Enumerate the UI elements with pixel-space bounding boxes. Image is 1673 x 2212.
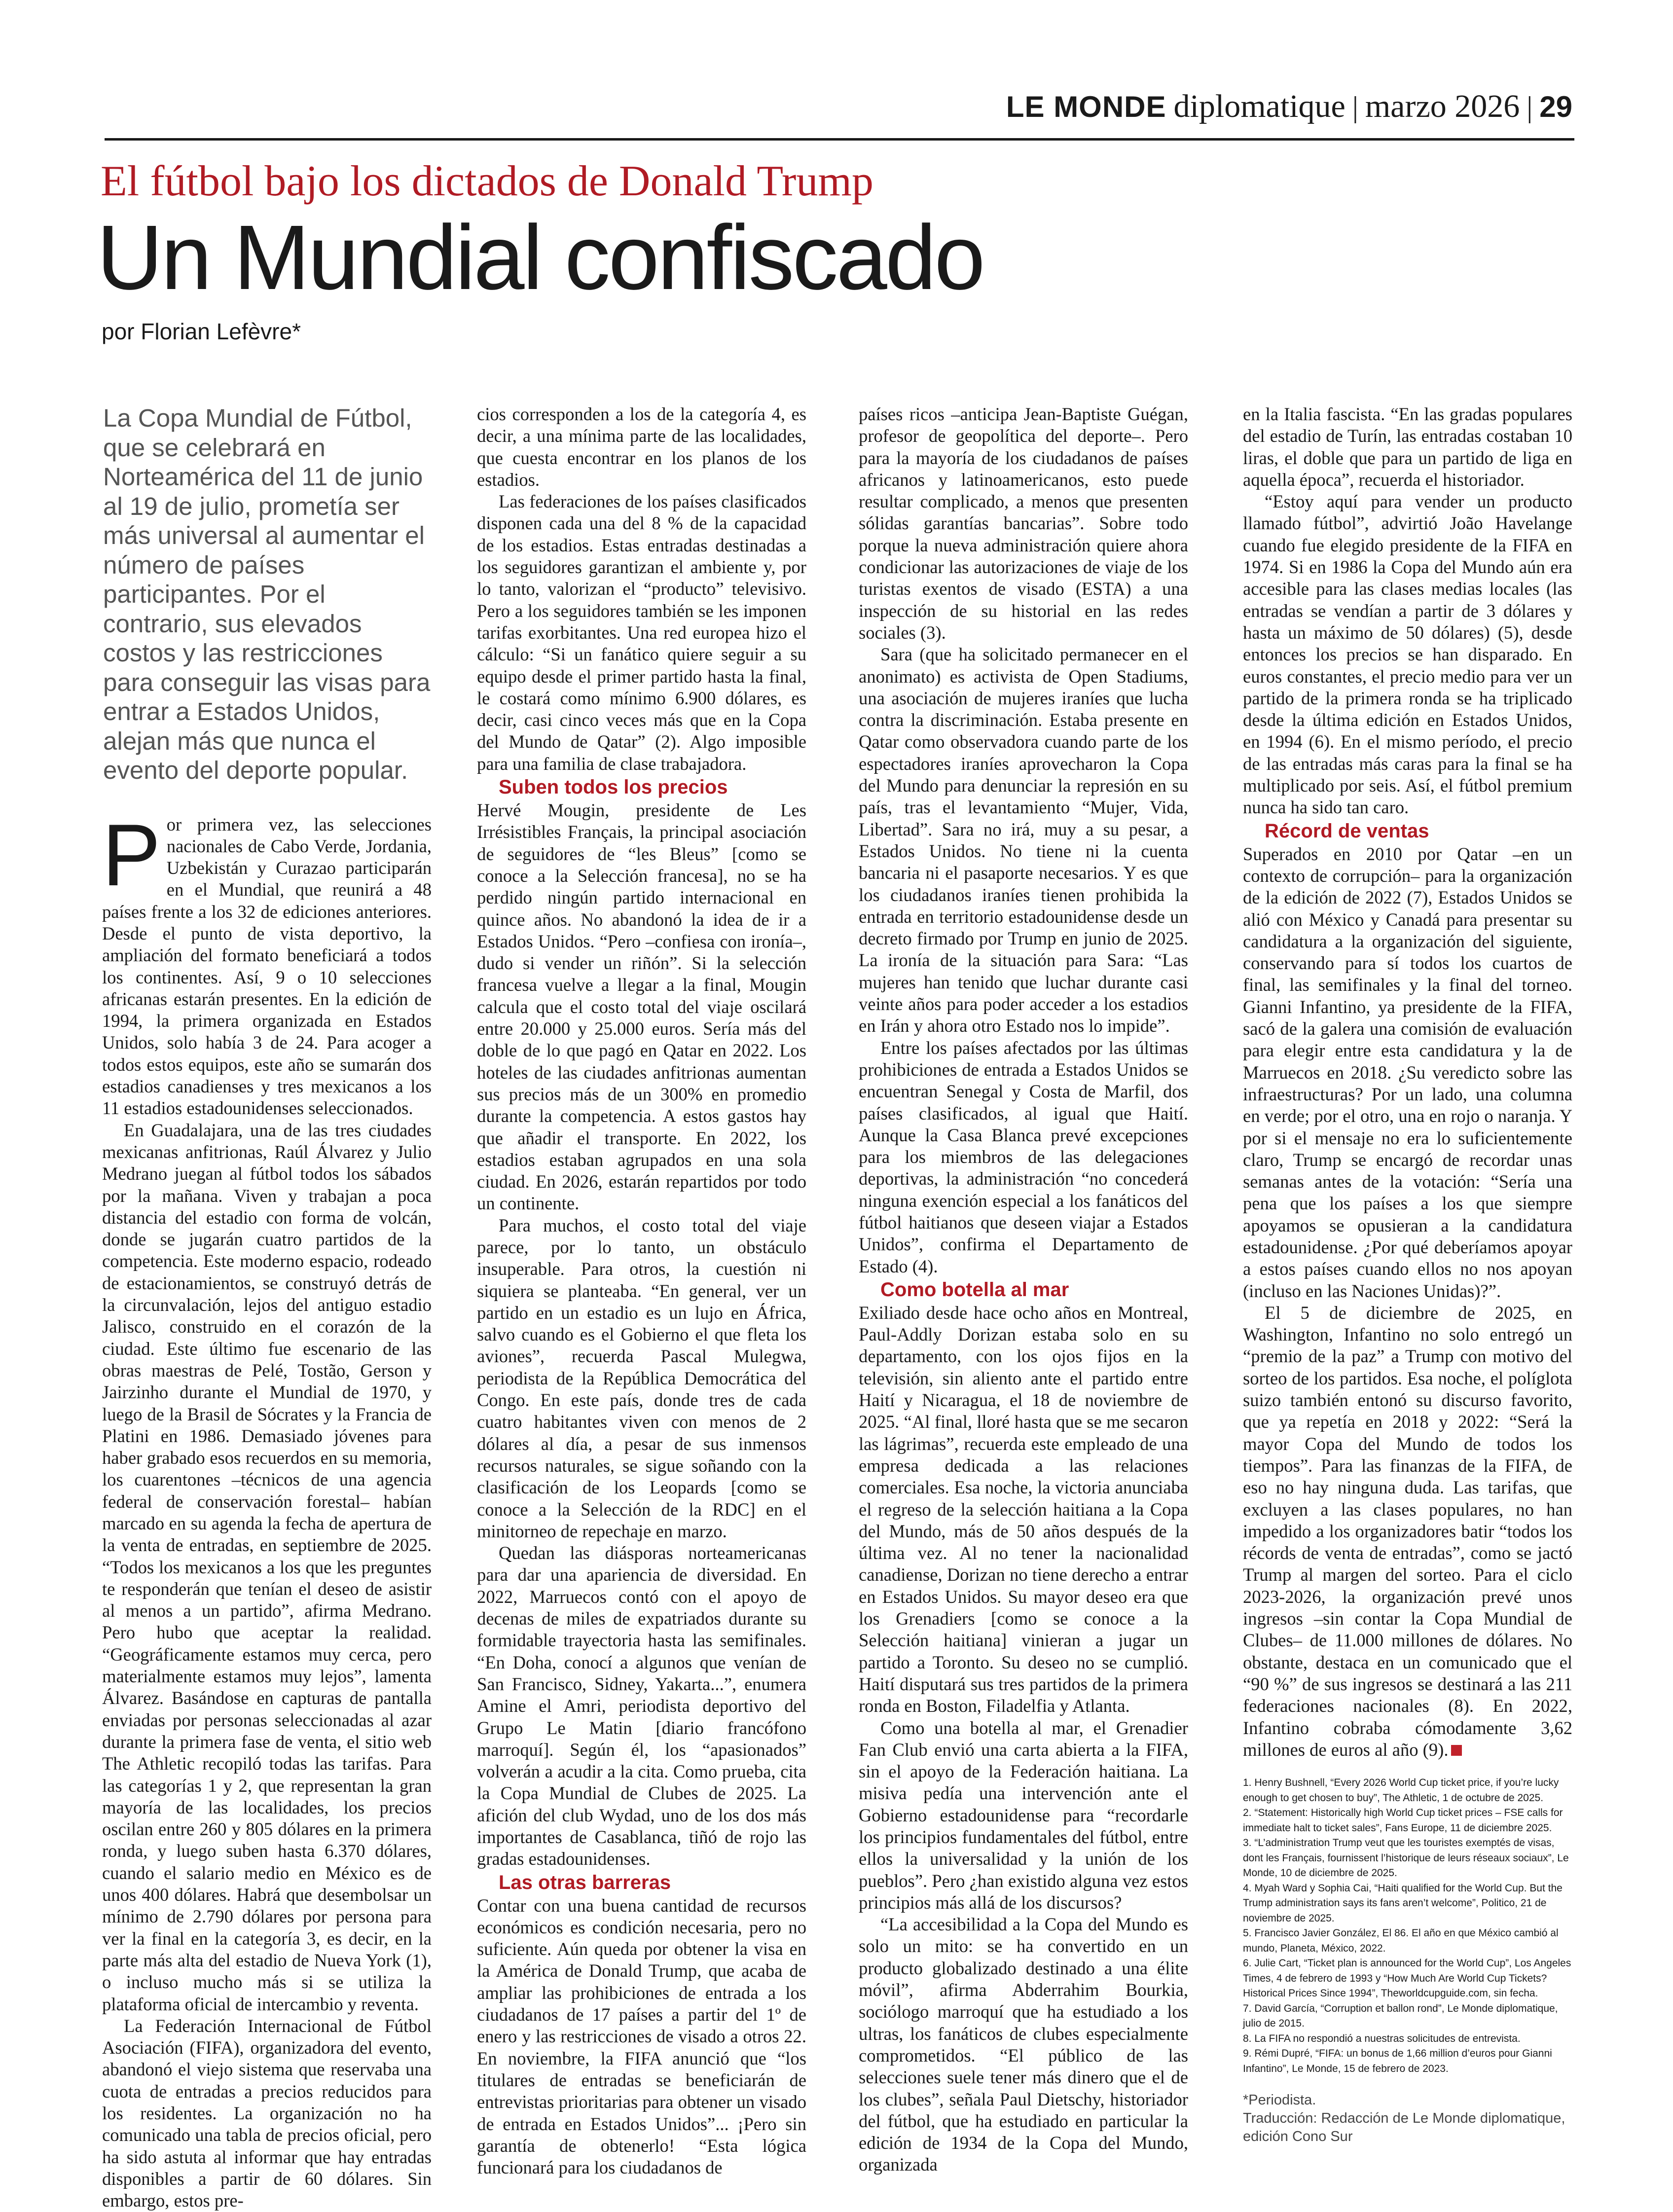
paragraph: Sara (que ha solicitado permanecer en el anonimato) es activista de Open Stadiums, una asociación de mujeres iraníes que lucha contra la discriminación. Estaba presente en Qatar como observadora cuando parte de los espectadores iraníes aprovecharon la Copa del Mundo para denunciar la represión en su país, tras el levantamiento “Mujer, Vida, Libertad”. Sara no irá, muy a su pesar, a Estados Unidos. No tiene ni la cuenta bancaria ni el pasaporte necesarios. Y es que los ciudadanos iraníes tienen prohibida la entrada en territorio estadounidense desde un decreto firmado por Trump en junio de 2025. La ironía de la situación para Sara: “Las mujeres han tenido que luchar durante casi veinte años para poder acceder a los estadios en Irán y ahora otro Estado nos lo impide”. [859, 644, 1188, 1036]
paragraph: países ricos –anticipa Jean-Baptiste Guégan, profesor de geopolítica del deporte–. Pero para la mayoría de los ciudadanos de países africanos y latinoamericanos, esto puede resultar complicado, a menos que presenten sólidas garantías bancarias”. Sobre todo porque la nueva administración quiere ahora condicionar las autorizaciones de viaje de los turistas exentos de visado (ESTA) a una inspección de su historial en las redes sociales (3). [859, 404, 1188, 643]
column-4 [1243, 403, 1572, 2146]
header-rule [105, 138, 1574, 141]
subheading: Suben todos los precios [499, 776, 728, 798]
footnote: 3. “L’administration Trump veut que les touristes exemptés de visas, dont les Français, fournissent l’historique de leurs réseaux sociaux”, Le Monde, 10 de diciembre de 2025. [1243, 1837, 1569, 1879]
drop-cap: P [102, 805, 161, 904]
brand-name: LE MONDE [1006, 90, 1166, 123]
paragraph: Exiliado desde hace ocho años en Montreal, Paul-Addly Dorizan estaba solo en su departamento, con los ojos fijos en la televisión, sin aliento ante el partido entre Haití y Nicaragua, el 18 de noviembre de 2025. “Al final, lloré hasta que se me secaron las lágrimas”, recuerda este empleado de una empresa dedicada a las relaciones comerciales. Esa noche, la victoria anunciaba el regreso de la selección haitiana a la Copa del Mundo, más de 50 años después de la última vez. Al no tener la nacionalidad canadiense, Dorizan no tiene derecho a entrar en Estados Unidos. Su mayor deseo era que los Grenadiers [como se conoce a la Selección haitiana] vinieran a jugar un partido a Toronto. Su deseo no se cumplió. Haití disputará sus tres partidos de la primera ronda en Boston, Filadelfia y Atlanta. [859, 1302, 1188, 1716]
masthead: LE MONDE diplomatique | marzo 2026 | 29 [1006, 88, 1572, 124]
author-credit [1243, 2091, 1572, 2146]
paragraph: en la Italia fascista. “En las gradas populares del estadio de Turín, las entradas costaban 10 liras, el doble que para un partido de liga en aquella época”, recuerda el historiador. [1243, 404, 1572, 490]
footnote: 2. “Statement: Historically high World Cup ticket prices – FSE calls for immediate halt to ticket sales”, Fans Europe, 11 de diciembre 2025. [1243, 1807, 1563, 1834]
paragraph: “Estoy aquí para vender un producto llamado fútbol”, advirtió João Havelange cuando fue elegido presidente de la FIFA en 1974. Si en 1986 la Copa del Mundo aún era accesible para las clases medias locales (las entradas se vendían a partir de 3 dólares y hasta un máximo de 50 dólares) (5), desde entonces los precios se han disparado. En euros constantes, el precio medio para ver un partido de la primera ronda se ha triplicado desde la última edición en Estados Unidos, en 1994 (6). En el mismo período, el precio de las entradas más caras para la final se ha multiplicado por seis. Así, el fútbol premium nunca ha sido tan caro. [1243, 491, 1572, 818]
footnote: 4. Myah Ward y Sophia Cai, “Haiti qualified for the World Cup. But the Trump administration says its fans aren’t welcome”, Politico, 21 de noviembre de 2025. [1243, 1882, 1563, 1924]
page-number: 29 [1539, 90, 1572, 123]
subheading: Récord de ventas [1265, 820, 1429, 842]
paragraph: La Federación Internacional de Fútbol Asociación (FIFA), organizadora del evento, abandonó el viejo sistema que reservaba una cuota de entradas a precios reducidos para los residentes. La organización no ha comunicado una tabla de precios oficial, pero ha sido astuta al informar que hay entradas disponibles a partir de 60 dólares. Sin embargo, estos pre- [102, 2015, 432, 2211]
paragraph [102, 805, 432, 1120]
paragraph: Las federaciones de los países clasificados disponen cada una del 8 % de la capacidad de los estadios. Estas entradas destinadas a los seguidores garantizan el ambiente y, por lo tanto, valorizan el “producto” televisivo. Pero a los seguidores también se les imponen tarifas exorbitantes. Una red europea hizo el cálculo: “Si un fanático quiere seguir a su equipo desde el primer partido hasta la final, le costará como mínimo 6.900 dólares, es decir, casi cinco veces más que en la Copa del Mundo de Qatar” (2). Algo imposible para una familia de clase trabajadora. [477, 491, 806, 774]
paragraph: En Guadalajara, una de las tres ciudades mexicanas anfitrionas, Raúl Álvarez y Julio Medrano juegan al fútbol todos los sábados por la mañana. Viven y trabajan a poca distancia del estadio con forma de volcán, donde se jugarán cuatro partidos de la competencia. Este moderno espacio, rodeado de estacionamientos, se construyó detrás de la circunvalación, lejos del antiguo estadio Jalisco, construido en el corazón de la ciudad. Este último fue escenario de las obras maestras de Pelé, Tostão, Gerson y Jairzinho durante el Mundial de 1970, y luego de la Brasil de Sócrates y la Francia de Platini en 1986. Demasiado jóvenes para haber grabado esos recuerdos en su memoria, los cuarentones –técnicos de una agencia federal de conservación forestal– habían marcado en su agenda la fecha de apertura de la venta de entradas, en septiembre de 2025. “Todos los mexicanos a los que les preguntes te responderán que tenían el deseo de asistir al menos a un partido”, afirma Medrano. Pero hubo que aceptar la realidad. “Geográficamente estamos muy cerca, pero materialmente estamos muy lejos”, lamenta Álvarez. Basándose en capturas de pantalla enviadas por personas seleccionadas al azar durante la primera fase de venta, el sitio web The Athletic recopiló todas las tarifas. Para las categorías 1 y 2, que representan la gran mayoría de las localidades, los precios oscilan entre 260 y 805 dólares en la primera ronda, y luego suben hasta 6.370 dólares, cuando el salario medio en México es de unos 400 dólares. Habrá que desembolsar un mínimo de 2.790 dólares por persona para ver la final en la categoría 3, es decir, en la parte más alta del estadio de Nueva York (1), o incluso mucho más si se utiliza la plataforma oficial de intercambio y reventa. [102, 1120, 432, 2014]
column-1 [102, 403, 432, 2212]
footnote: 7. David García, “Corruption et ballon rond”, Le Monde diplomatique, julio de 2015. [1243, 2002, 1558, 2030]
issue-date: marzo 2026 [1365, 88, 1520, 124]
paragraph: Contar con una buena cantidad de recursos económicos es condición necesaria, pero no suficiente. Aún queda por obtener la visa en la América de Donald Trump, que acaba de ampliar las prohibiciones de entrada a los ciudadanos de 17 países a partir del 1º de enero y las restricciones de visado a otros 22. En noviembre, la FIFA anunció que “los titulares de entradas se beneficiarán de entrevistas prioritarias para obtener un visado de entrada en Estados Unidos”... ¡Pero sin garantía de obtenerlo! “Esta lógica funcionará para los ciudadanos de [477, 1895, 806, 2178]
footnote: 8. La FIFA no respondió a nuestras solicitudes de entrevista. [1243, 2032, 1521, 2044]
column-2 [477, 403, 806, 2178]
kicker: El fútbol bajo los dictados de Donald Trump [101, 157, 873, 205]
paragraph: Entre los países afectados por las últimas prohibiciones de entrada a Estados Unidos se encuentran Senegal y Costa de Marfil, dos países clasificados, al igual que Haití. Aunque la Casa Blanca prevé excepciones para los miembros de las delegaciones deportivas, la administración “no concederá ninguna exención especial a los fanáticos del fútbol haitianos que deseen viajar a Estados Unidos”, confirma el Departamento de Estado (4). [859, 1037, 1188, 1276]
subheading: Las otras barreras [499, 1871, 671, 1893]
paragraph: Quedan las diásporas norteamericanas para dar una apariencia de diversidad. En 2022, Marruecos contó con el apoyo de decenas de miles de expatriados durante su formidable trayectoria hasta las semifinales. “En Doha, conocí a algunos que venían de San Francisco, Sidney, Yakarta...”, enumera Amine el Amri, periodista deportivo del Grupo Le Matin [diario francófono marroquí]. Según él, los “apasionados” volverán a acudir a la cita. Como prueba, cita la Copa Mundial de Clubes de 2025. La afición del club Wydad, uno de los dos más importantes de Casablanca, tiñó de rojo las gradas estadounidenses. [477, 1543, 806, 1869]
brand-subname: diplomatique [1173, 88, 1346, 124]
footnote: 5. Francisco Javier González, El 86. El año en que México cambió al mundo, Planeta, México, 2022. [1243, 1927, 1559, 1954]
translation-note: Traducción: Redacción de Le Monde diplomatique, edición Cono Sur [1243, 2110, 1565, 2145]
paragraph: cios corresponden a los de la categoría 4, es decir, a una mínima parte de las localidades, que cuesta encontrar en los planos de los estadios. [477, 404, 806, 490]
byline: por Florian Lefèvre* [102, 319, 301, 344]
end-of-article-mark [1451, 1745, 1462, 1756]
footnote: 9. Rémi Dupré, “FIFA: un bonus de 1,66 million d’euros pour Gianni Infantino”, Le Monde, 15 de febrero de 2023. [1243, 2048, 1552, 2074]
footnote: 1. Henry Bushnell, “Every 2026 World Cup ticket price, if you’re lucky enough to get chosen to buy”, The Athletic, 1 de octubre de 2025. [1243, 1777, 1559, 1804]
column-3 [859, 403, 1188, 2176]
author-note: *Periodista. [1243, 2092, 1316, 2108]
paragraph: Superados en 2010 por Qatar –en un contexto de corrupción– para la organización de la edición de 2022 (7), Estados Unidos se alió con México y Canadá para presentar su candidatura a la organización del siguiente, conservando para sí todos los cuartos de final, las semifinales y la final del torneo. Gianni Infantino, ya presidente de la FIFA, sacó de la galera una comisión de evaluación para elegir entre esta candidatura y la de Marruecos en 2018. ¿Su veredicto sobre las infraestructuras? Por un lado, una columna en verde; por el otro, una en rojo o naranja. Y por si el mensaje no era lo suficientemente claro, Trump se encargó de recordar unas semanas antes de la votación: “Sería una pena que los países a los que siempre apoyamos se opusieran a la candidatura estadounidense. ¿Por qué deberíamos apoyar a estos países cuando ellos no nos apoyan (incluso en las Naciones Unidas)?”. [1243, 843, 1572, 1301]
footnote: 6. Julie Cart, “Ticket plan is announced for the World Cup”, Los Angeles Times, 4 de febrero de 1993 y “How Much Are World Cup Tickets? Historical Prices Since 1994”, Theworldcupguide.com, sin fecha. [1243, 1958, 1571, 1999]
page-title: Un Mundial confiscado [97, 207, 983, 309]
paragraph: “La accesibilidad a la Copa del Mundo es solo un mito: se ha convertido en un producto globalizado destinado a una élite móvil”, afirma Abderrahim Bourkia, sociólogo marroquí que ha estudiado a los ultras, los fanáticos de clubes especialmente comprometidos. “El público de las selecciones suele tener más dinero que el de los clubes”, señala Paul Dietschy, historiador del fútbol, que ha estudiado en particular la edición de 1934 de la Copa del Mundo, organizada [859, 1914, 1188, 2175]
paragraph-text: or primera vez, las selecciones nacionales de Cabo Verde, Jordania, Uzbekistán y Curazao participarán en el Mundial, que reunirá a 48 países frente a los 32 de ediciones anteriores. Desde el punto de vista deportivo, la ampliación del formato beneficiará a todos los continentes. Así, 9 o 10 selecciones africanas estarán presentes. En la edición de 1994, la primera organizada en Estados Unidos, solo había 3 de 24. Para acoger a todos estos equipos, este año se sumarán dos estadios canadienses y tres mexicanos a los 11 estadios estadounidenses seleccionados. [102, 814, 432, 1119]
footnotes [1243, 1776, 1572, 2076]
paragraph [1243, 1302, 1572, 1761]
lede: La Copa Mundial de Fútbol, que se celebrará en Norteamérica del 11 de junio al 19 de julio, prometía ser más universal al aumentar el número de países participantes. Por el contrario, sus elevados costos y las restricciones para conseguir las visas para entrar a Estados Unidos, alejan más que nunca el evento del deporte popular. [103, 404, 431, 784]
subheading: Como botella al mar [880, 1278, 1069, 1301]
paragraph: Para muchos, el costo total del viaje parece, por lo tanto, un obstáculo insuperable. Para otros, la cuestión ni siquiera se planteaba. “En general, ver un partido en un estadio es un lujo en África, salvo cuando es el Gobierno el que fleta los aviones”, recuerda Pascal Mulegwa, periodista de la República Democrática del Congo. En este país, donde tres de cada cuatro habitantes viven con menos de 2 dólares al día, a pesar de sus inmensos recursos naturales, se sigue soñando con la clasificación de los Leopards [como se conoce a la Selección de la RDC] en el minitorneo de repechaje en marzo. [477, 1215, 806, 1541]
paragraph: Hervé Mougin, presidente de Les Irrésistibles Français, la principal asociación de seguidores de “les Bleus” [como se conoce a la Selección francesa], no se ha perdido ningún partido internacional en quince años. No abandonó la idea de ir a Estados Unidos. “Pero –confiesa con ironía–, dudo si vender un riñón”. Si la selección francesa vuelve a llegar a la final, Mougin calcula que el costo total del viaje oscilará entre 20.000 y 25.000 euros. Sería más del doble de lo que pagó en Qatar en 2022. Los hoteles de las ciudades anfitrionas aumentan sus precios más de un 300% en promedio durante la competencia. A estos gastos hay que añadir el transporte. En 2022, los estadios estaban agrupados en una sola ciudad. En 2026, estarán repartidos por todo un continente. [477, 800, 806, 1214]
paragraph: Como una botella al mar, el Grenadier Fan Club envió una carta abierta a la FIFA, sin el apoyo de la Federación haitiana. La misiva pedía una intervención ante el Gobierno estadounidense para “recordarle los principios fundamentales del fútbol, entre ellos la universalidad y la unión de los pueblos”. Pero ¿han existido alguna vez estos principios más allá de los discursos? [859, 1717, 1188, 1913]
paragraph-text: El 5 de diciembre de 2025, en Washington, Infantino no solo entregó un “premio de la paz” a Trump con motivo del sorteo de los partidos. Esa noche, el políglota suizo también entonó su discurso favorito, que ya repetía en 2018 y 2022: “Será la mayor Copa del Mundo de todos los tiempos”. Para las finanzas de la FIFA, de eso no hay ninguna duda. Las tarifas, que excluyen a las clases populares, no han impedido a los organizadores batir “todos los récords de venta de entradas”, como se jactó Trump al margen del sorteo. Para el ciclo 2023-2026, la organización prevé unos ingresos –sin contar la Copa Mundial de Clubes– de 11.000 millones de dólares. No obstante, destaca en un comunicado que el “90 %” de sus ingresos se destinará a las 211 federaciones nacionales (8). En 2022, Infantino cobraba cómodamente 3,62 millones de euros al año (9). [1243, 1302, 1572, 1760]
